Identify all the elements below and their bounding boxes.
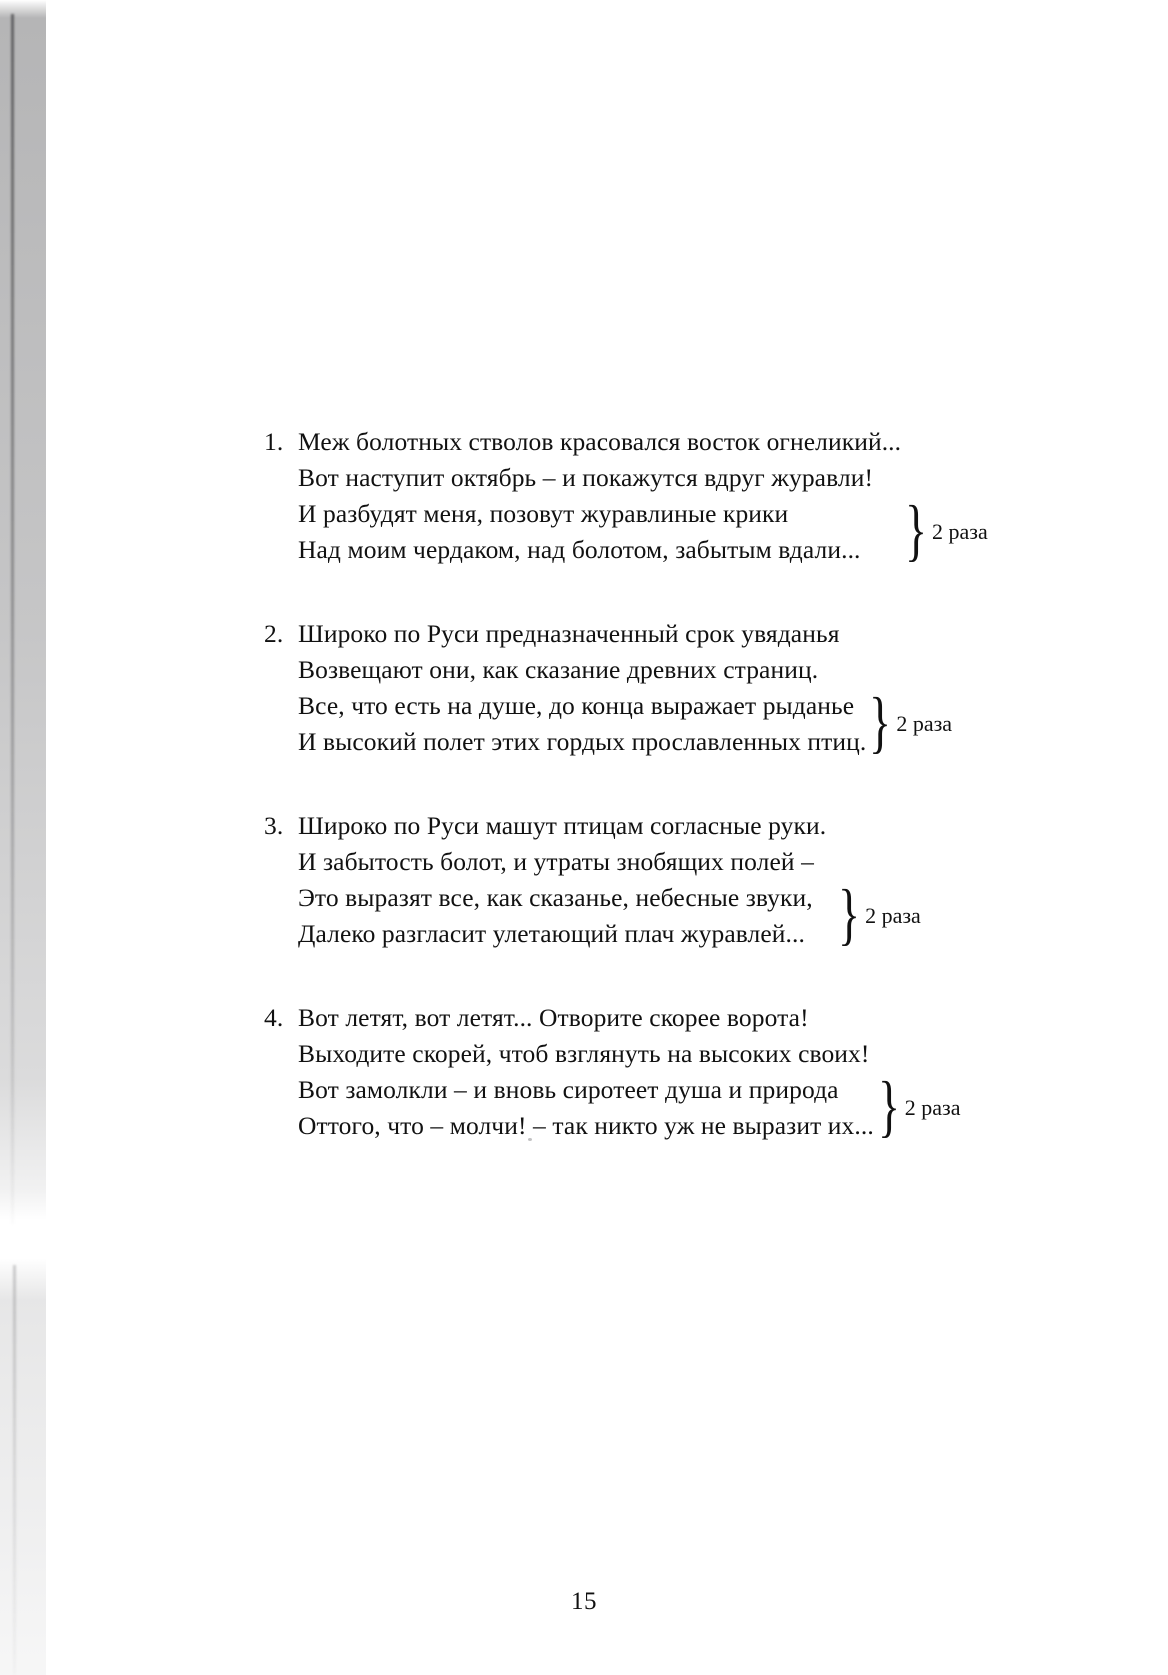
lyric-line-text: Вот замолкли – и вновь сиротеет душа и природа xyxy=(298,1075,839,1104)
lyric-line-text: И разбудят меня, позовут журавлиные крики xyxy=(298,499,789,528)
repeat-label: 2 раза xyxy=(865,903,921,928)
lyric-line xyxy=(264,808,826,844)
lyric-line xyxy=(264,616,866,652)
lyric-line xyxy=(264,844,826,880)
lyric-line-text: Все, что есть на душе, до конца выражает рыданье xyxy=(298,691,855,720)
stanza xyxy=(264,808,964,952)
lyric-line-text: Широко по Руси машут птицам согласные руки. xyxy=(298,811,827,840)
lyric-line xyxy=(264,688,866,724)
repeat-mark xyxy=(903,491,988,569)
repeat-brace-icon: } xyxy=(869,683,892,761)
lyric-line-text: Возвещают они, как сказание древних страниц. xyxy=(298,655,819,684)
lyrics-body xyxy=(264,424,988,1145)
lyric-line xyxy=(264,532,901,568)
lyric-line-text: Это выразят все, как сказанье, небесные звуки, xyxy=(298,883,813,912)
stanza-number: 1. xyxy=(264,427,284,456)
stanza-number-spacer xyxy=(264,1108,298,1144)
stanza xyxy=(264,424,988,569)
stanza-number-spacer xyxy=(264,688,298,724)
lyric-line-text: Оттого, что – молчи! – так никто уж не выразит их... xyxy=(298,1111,874,1140)
repeat-brace-icon: } xyxy=(905,491,928,569)
stanza-number-spacer xyxy=(264,496,298,532)
stanza-number-spacer xyxy=(264,652,298,688)
lyric-line xyxy=(264,1036,874,1072)
lyric-line-text: Меж болотных стволов красовался восток огнеликий... xyxy=(298,427,902,456)
repeat-label: 2 раза xyxy=(896,711,953,736)
lyric-line xyxy=(264,724,866,760)
stanza-body xyxy=(264,1000,964,1144)
lyric-line xyxy=(264,880,826,916)
stanza-lines xyxy=(264,808,826,952)
lyric-line xyxy=(264,460,901,496)
repeat-label: 2 раза xyxy=(932,519,988,544)
repeat-mark xyxy=(867,683,953,761)
stanza-body xyxy=(264,424,988,569)
lyric-line xyxy=(264,1108,874,1144)
stanza xyxy=(264,616,964,760)
lyric-line-text: Вот наступит октябрь – и покажутся вдруг журавли! xyxy=(298,463,874,492)
lyric-line xyxy=(264,652,866,688)
lyric-line-text: Вот летят, вот летят... Отворите скорее ворота! xyxy=(298,1003,809,1032)
stanza-number-spacer xyxy=(264,880,298,916)
lyric-line-text: Над моим чердаком, над болотом, забытым вдали... xyxy=(298,535,861,564)
stanza-number-spacer xyxy=(264,532,298,568)
stanza-number: 4. xyxy=(264,1003,284,1032)
stanza xyxy=(264,1000,964,1144)
lyric-line-text: Выходите скорей, чтоб взглянуть на высоких своих! xyxy=(298,1039,870,1068)
repeat-mark xyxy=(836,875,921,953)
lyric-line xyxy=(264,1072,874,1108)
stanza-lines xyxy=(264,616,866,760)
repeat-brace-icon: } xyxy=(838,875,861,953)
lyric-line xyxy=(264,916,826,952)
stanza-lines xyxy=(264,424,901,568)
stanza-number-spacer xyxy=(264,916,298,952)
lyric-line-text: И забытость болот, и утраты знобящих полей – xyxy=(298,847,814,876)
scan-binding-shadow xyxy=(0,0,46,1675)
repeat-label: 2 раза xyxy=(904,1095,961,1120)
lyric-line-text: Далеко разгласит улетающий плач журавлей... xyxy=(298,919,805,948)
scan-edge-line-upper xyxy=(11,14,14,1224)
repeat-brace-icon: } xyxy=(877,1067,900,1145)
lyric-line xyxy=(264,424,901,460)
stanza-number-spacer xyxy=(264,1072,298,1108)
page-number: 15 xyxy=(571,1588,597,1615)
lyric-line-text: И высокий полет этих гордых прославленных птиц. xyxy=(298,727,867,756)
stanza-number-spacer xyxy=(264,724,298,760)
stanza-lines xyxy=(264,1000,874,1144)
lyric-line xyxy=(264,1000,874,1036)
lyric-line xyxy=(264,496,901,532)
stanza-body xyxy=(264,808,964,952)
stanza-number: 2. xyxy=(264,619,284,648)
stanza-number: 3. xyxy=(264,811,284,840)
stanza-body xyxy=(264,616,964,760)
stanza-number-spacer xyxy=(264,1036,298,1072)
lyric-line-text: Широко по Руси предназначенный срок увяданья xyxy=(298,619,840,648)
stanza-number-spacer xyxy=(264,460,298,496)
stanza-number-spacer xyxy=(264,844,298,880)
repeat-mark xyxy=(876,1067,961,1145)
